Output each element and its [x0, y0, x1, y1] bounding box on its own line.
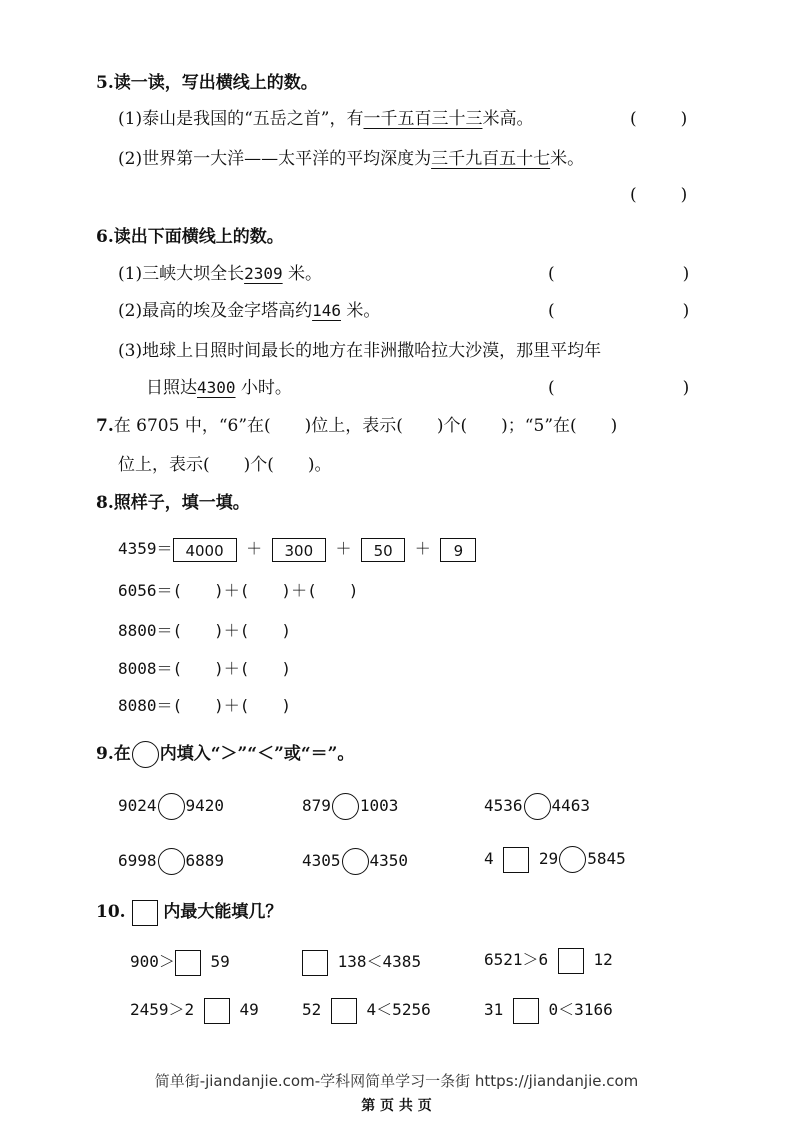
q9-item-1: [118, 792, 224, 820]
q10-title-post: 内最大能填几？: [163, 902, 283, 922]
square-icon: [132, 900, 158, 926]
q8-row-1[interactable]: 6056＝( )＋( )＋( ): [118, 581, 359, 600]
q6-item-3-line-1: (3)地球上日照时间最长的地方在非洲撒哈拉大沙漠，那里平均年: [118, 341, 602, 361]
q10-title: [96, 898, 282, 926]
q8-example-box-3: 50: [361, 538, 405, 562]
q5-item-1-underlined: 一千五百三十三: [363, 109, 483, 129]
q5-item-2-post: 米。: [550, 149, 585, 169]
q10-item-4-box[interactable]: [204, 998, 230, 1024]
q10-item-3-pre: 6521＞6: [484, 950, 549, 969]
q7-line-1-text: 在 6705 中，“6”在( )位上，表示( )个( )；“5”在( ): [113, 416, 618, 436]
q6-item-1-underlined: 2309: [244, 264, 283, 283]
q6-item-3-post: 小时。: [235, 378, 292, 398]
q5-item-2-underlined: 三千九百五十七: [431, 149, 551, 169]
q10-item-1: [130, 948, 230, 976]
q6-answer-2[interactable]: ( ): [548, 301, 690, 321]
q6-item-2-post: 米。: [341, 301, 381, 321]
q5-item-1-post: 米高。: [482, 109, 534, 129]
q6-title-text: 读出下面横线上的数。: [113, 227, 284, 247]
q9-item-3-left: 4536: [484, 796, 523, 815]
q6-item-1-pre: (1)三峡大坝全长: [118, 264, 245, 284]
q10-item-1-post: 59: [210, 952, 230, 971]
q6-item-1-post: 米。: [282, 264, 323, 284]
q8-example-lhs: 4359＝: [118, 539, 173, 558]
q10-item-3-post: 12: [593, 950, 613, 969]
q8-row-4[interactable]: 8080＝( )＋( ): [118, 696, 292, 715]
q5-item-2-pre: (2)世界第一大洋——太平洋的平均深度为: [118, 149, 432, 169]
q10-item-4-post: 49: [239, 1000, 259, 1019]
q10-item-4-pre: 2459＞2: [130, 1000, 195, 1019]
q9-item-2-right: 1003: [359, 796, 399, 815]
footer-page: 第 页 共 页: [361, 1098, 432, 1114]
q6-answer-1[interactable]: ( ): [548, 264, 690, 284]
q9-item-5: [302, 847, 408, 875]
q9-item-3-circle[interactable]: [524, 793, 551, 820]
q9-item-2-circle[interactable]: [332, 793, 359, 820]
footer-site: 简单街-jiandanjie.com-学科网简单学习一条街 https://jiandanjie.com: [154, 1072, 639, 1090]
q9-item-2: [302, 792, 398, 820]
q8-example-box-2: 300: [272, 538, 326, 562]
q9-item-3: [484, 792, 590, 820]
q6-answer-3[interactable]: ( ): [548, 378, 690, 398]
q9-item-6-b: 29: [538, 849, 559, 868]
q5-item-1: [118, 108, 533, 130]
q9-item-6: [484, 845, 626, 873]
q9-item-5-left: 4305: [302, 851, 341, 870]
q10-item-6-box[interactable]: [513, 998, 539, 1024]
q9-item-6-a: 4: [484, 849, 494, 868]
q6-item-2-underlined: 146: [312, 301, 341, 320]
q6-item-3-line-2: [146, 377, 292, 399]
q6-number: 6.: [96, 227, 114, 247]
q10-item-4: [130, 996, 259, 1024]
q5-item-2: [118, 148, 584, 170]
q10-item-2-post: 138＜4385: [337, 952, 422, 971]
q10-item-5-box[interactable]: [331, 998, 357, 1024]
q9-item-3-right: 4463: [551, 796, 591, 815]
q9-item-1-circle[interactable]: [158, 793, 185, 820]
q6-item-2-pre: (2)最高的埃及金字塔高约: [118, 301, 313, 321]
q6-title: [96, 226, 284, 248]
q10-item-1-box[interactable]: [175, 950, 201, 976]
q7-line-1: [96, 415, 617, 437]
q9-title-pre: 在: [113, 744, 131, 764]
q9-item-4-circle[interactable]: [158, 848, 185, 875]
q6-item-1: [118, 263, 322, 285]
q10-item-2-box[interactable]: [302, 950, 328, 976]
q8-row-2[interactable]: 8800＝( )＋( ): [118, 621, 292, 640]
q7-line-2: 位上，表示( )个( )。: [118, 455, 332, 475]
q10-item-5: [302, 996, 431, 1024]
q8-title: [96, 492, 250, 514]
q9-item-6-circle[interactable]: [559, 846, 586, 873]
q9-item-6-right: 5845: [587, 849, 626, 868]
q6-item-3-underlined: 4300: [197, 378, 236, 397]
q8-row-3[interactable]: 8008＝( )＋( ): [118, 659, 292, 678]
q10-item-5-pre: 52: [302, 1000, 322, 1019]
q5-item-1-pre: (1)泰山是我国的“五岳之首”，有: [118, 109, 364, 129]
q10-item-6: [484, 996, 613, 1024]
circle-icon: [132, 741, 159, 768]
q8-example-box-1: 4000: [173, 538, 237, 562]
q9-item-1-left: 9024: [118, 796, 157, 815]
q5-title-text: 读一读，写出横线上的数。: [113, 73, 318, 93]
q10-item-3-box[interactable]: [558, 948, 584, 974]
q9-item-4-left: 6998: [118, 851, 157, 870]
q9-item-5-right: 4350: [369, 851, 409, 870]
q9-item-1-right: 9420: [185, 796, 225, 815]
q5-answer-2[interactable]: ( ): [630, 185, 688, 205]
q8-example: 4359＝ 4000 ＋ 300 ＋ 50 ＋ 9: [118, 536, 476, 562]
q9-item-2-left: 879: [302, 796, 331, 815]
q10-item-5-post: 4＜5256: [366, 1000, 431, 1019]
q5-number: 5.: [96, 73, 114, 93]
q6-item-3-pre: 日照达: [146, 378, 197, 398]
q9-title-post: 内填入“＞”“＜”或“＝”。: [159, 744, 355, 764]
q10-item-2: [302, 948, 421, 976]
q5-title: [96, 72, 318, 94]
q10-item-6-pre: 31: [484, 1000, 504, 1019]
q9-number: 9.: [96, 744, 114, 764]
q9-item-4: [118, 847, 224, 875]
q9-item-5-circle[interactable]: [342, 848, 369, 875]
q8-number: 8.: [96, 493, 114, 513]
q9-item-6-box[interactable]: [503, 847, 529, 873]
q10-item-6-post: 0＜3166: [548, 1000, 613, 1019]
q8-title-text: 照样子，填一填。: [113, 493, 250, 513]
q9-item-4-right: 6889: [185, 851, 225, 870]
q5-answer-1[interactable]: ( ): [630, 109, 688, 129]
q9-title: [96, 740, 354, 768]
q7-number: 7.: [96, 416, 114, 436]
q10-item-3: [484, 946, 613, 974]
q10-number: 10.: [96, 902, 126, 922]
q10-item-1-pre: 900＞: [130, 952, 175, 971]
q6-item-2: [118, 300, 380, 322]
q8-example-box-4: 9: [440, 538, 476, 562]
